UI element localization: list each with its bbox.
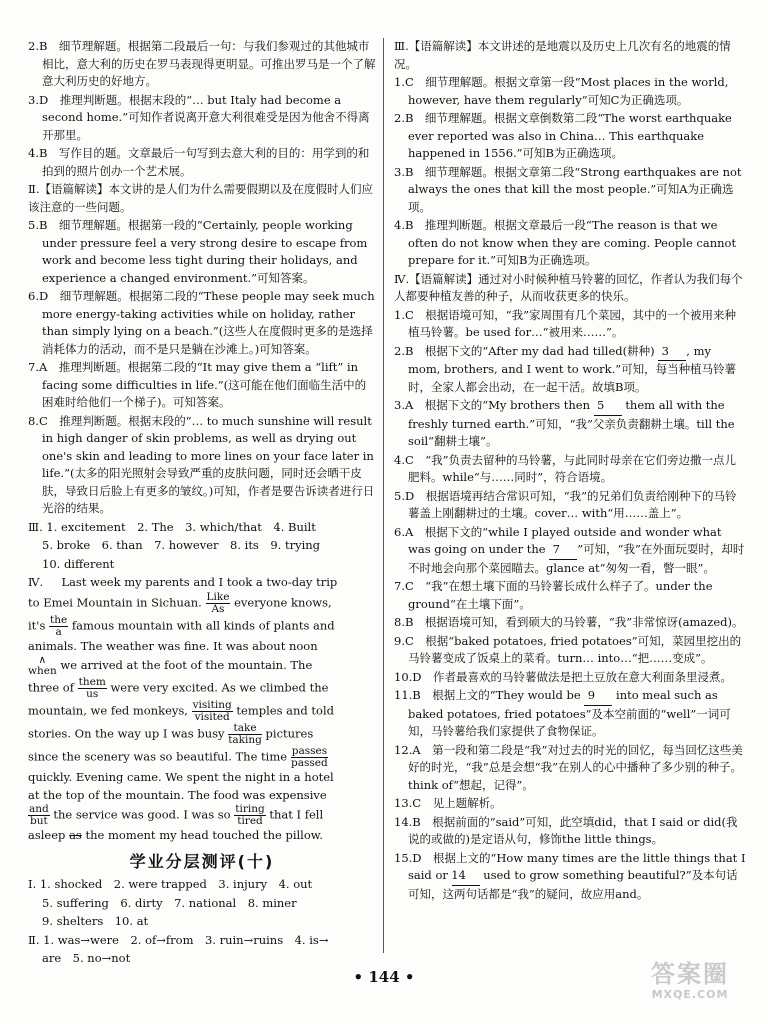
answer-7: 7.A 推理判断题。根据第二段的“It may give them a “lift” in facing some difficulties in life.”(这可能在他们面临生活中的困难时给他们一个梯子)。可知答案。 — [28, 360, 367, 409]
correction-mark: take taking — [228, 722, 262, 746]
essay-line: Last week my parents and I took a two-day trip — [61, 575, 338, 589]
essay-line: everyone knows, — [234, 595, 332, 609]
answer-4: 4.B 推理判断题。根据文章最后一段“The reason is that we often do not know when they are coming. People cannot prepare for it.”可知B为正确选项。 — [394, 218, 737, 267]
essay-line: quickly. Evening came. We spent the night in a hotel — [28, 770, 334, 784]
cloze-answer-9: 9.C 根据“baked potatoes, fried potatoes”可知，菜园里挖出的马铃薯变成了饭桌上的菜肴。turn… into…“把……变成”。 — [394, 633, 742, 665]
cloze-answer-3: 3.A 根据下文的“My brothers then 5 them all with the freshly turned earth.”可知，“我”父亲负责翻耕土壤。till the soil“翻耕土壤”。 — [394, 398, 735, 448]
cloze-answer-2: 2.B 根据下文的“After my dad had tilled(耕种) 3 , my mom, brothers, and I went to work.”可知，每当种植马铃薯时，全家人都会出动，在一起干活。故填B项。 — [394, 343, 737, 394]
cloze-answer-7: 7.C “我”在想土壤下面的马铃薯长成什么样子了。under the ground“在土壤下面”。 — [394, 579, 713, 611]
right-column — [394, 38, 746, 904]
passage-summary-3: Ⅲ.【语篇解读】本文讲述的是地震以及历史上几次有名的地震的情况。 — [394, 39, 731, 71]
cloze-answer-1: 1.C 根据语境可知，“我”家周围有几个菜园，其中的一个被用来种植马铃薯。be used for…“被用来……”。 — [394, 307, 737, 339]
essay-line: to Emei Mountain in Sichuan. — [28, 595, 202, 609]
section-title: 学业分层测评(十) — [129, 851, 275, 871]
essay-line: pictures — [265, 726, 314, 741]
blank-number: 3 — [658, 343, 686, 362]
cloze-answer-13: 13.C 见上题解析。 — [394, 796, 502, 810]
page-number: • 144 • — [353, 968, 415, 986]
essay-line: mountain, we fed monkeys, — [28, 703, 188, 718]
column-divider — [383, 38, 384, 953]
deleted-word: as — [69, 828, 82, 842]
essay-line: the moment my head touched the pillow. — [85, 828, 323, 842]
fill-answers-line-2: 5. broke 6. than 7. however 8. its 9. trying — [42, 538, 321, 552]
answer-3: 3.D 推理判断题。根据末段的“… but Italy had become a second home.”可知作者说离开意大利很难受是因为他舍不得离开那里。 — [28, 92, 370, 142]
essay-line: famous mountain with all kinds of plants and — [71, 618, 335, 632]
essay-line: at the top of the mountain. The food was expensive — [28, 787, 327, 802]
cloze-answer-14: 14.B 根据前面的“said”可知，此空填did，that I said or did(我说的或做的)是定语从句，修饰the little things。 — [394, 814, 738, 846]
essay-line: since the scenery was so beautiful. The time — [28, 749, 288, 764]
watermark-url: MXQE.COM — [651, 988, 729, 1001]
essay-line: stories. On the way up I was busy — [28, 726, 225, 741]
answer-3: 3.B 细节理解题。根据文章第二段“Strong earthquakes are not always the ones that kill the most people.”可知A为正确选项。 — [394, 164, 742, 214]
correction-answers-line-1: Ⅱ. 1. was→were 2. of→from 3. ruin→ruins 4. is→ — [28, 932, 329, 947]
answer-2: 2.B 细节理解题。根据第二段最后一句：与我们参观过的其他城市相比，意大利的历史在罗马表现得更明显。可推出罗马是一个了解意大利历史的好地方。 — [28, 39, 376, 88]
answer-5: 5.B 细节理解题。根据第一段的“Certainly, people working under pressure feel a very strong desire to escape from work and become less tight during their holidays, and experience a changed environment.”可知答案。 — [28, 218, 368, 285]
cloze-answer-12: 12.A 第一段和第二段是“我”对过去的时光的回忆，每当回忆这些美好的时光，“我”总是会想“我”在别人的心中播种了多少别的种子。think of“想起，记得”。 — [394, 742, 743, 792]
vocab-answers-line-3: 9. shelters 10. at — [42, 914, 149, 928]
correction-mark: and but — [29, 803, 49, 827]
blank-number: 14 — [452, 867, 480, 886]
essay-line: the service was good. I was so — [53, 807, 231, 822]
fill-answers-line-3: 10. different — [42, 556, 115, 571]
correction-mark: tiring tired — [235, 803, 265, 827]
watermark-logo-text: 答案圈 — [651, 960, 729, 988]
cloze-answer-4: 4.C “我”负责去留种的马铃薯，与此同时母亲在它们旁边撒一点儿肥料。while“与……同时”，符合语境。 — [394, 452, 737, 484]
answer-4: 4.B 写作目的题。文章最后一句写到去意大利的目的：用学到的和拍到的照片创办一个艺术展。 — [28, 146, 370, 178]
correction-answers-line-2: are 5. no→not — [42, 951, 131, 965]
essay-line: temples and told — [236, 703, 334, 718]
essay-line: it's — [28, 618, 46, 632]
correction-essay — [28, 574, 376, 845]
essay-line: we arrived at the foot of the mountain. The — [60, 658, 313, 672]
left-column — [28, 38, 376, 969]
essay-line: three of — [28, 680, 74, 695]
essay-label: Ⅳ. — [28, 575, 44, 589]
essay-line: that I fell — [269, 807, 324, 822]
passage-summary-2: Ⅱ.【语篇解读】本文讲的是人们为什么需要假期以及在度假时人们应该注意的一些问题。 — [28, 182, 373, 214]
cloze-answer-15: 15.D 根据上文的“How many times are the little things that I said or 14 used to grow something beautiful?”及本句话可知，这两句话都是“我”的疑问，故应用and。 — [394, 850, 746, 901]
cloze-answer-6: 6.A 根据下文的“while I played outside and wonder what was going on under the 7 ”可知，“我”在外面玩耍时，却时不时地会向那个菜园瞄去。glance at“匆匆一看，瞥一眼”。 — [394, 524, 745, 575]
correction-mark: them us — [78, 676, 106, 700]
passage-summary-4: Ⅳ.【语篇解读】通过对小时候种植马铃薯的回忆，作者认为我们每个人都要种植友善的种子，从而收获更多的快乐。 — [394, 271, 743, 303]
blank-number: 5 — [594, 397, 622, 416]
answer-8: 8.C 推理判断题。根据末段的“… to much sunshine will result in high danger of skin problems, as well as drying out one's skin and leading to more lines on your face later in life.”(太多的阳光照射会导致严重的皮肤问题，同时还会晒干皮肤，导致日后脸上有更多的皱纹。)可知，作者是要告诉读者进行日光浴的结果。 — [28, 413, 375, 515]
answer-1: 1.C 细节理解题。根据文章第一段“Most places in the world, however, have them regularly”可知C为正确选项。 — [394, 75, 729, 107]
essay-line: asleep — [28, 828, 66, 842]
correction-mark: visiting visited — [192, 699, 232, 723]
site-watermark — [630, 960, 750, 1012]
fill-answers-line-1: Ⅲ. 1. excitement 2. The 3. which/that 4. Built — [28, 519, 316, 534]
answer-6: 6.D 细节理解题。根据第二段的“These people may seek much more energy-taking activities while on holiday, rather than simply lying on a beach.”(这些人在度假时更多的是选择消耗体力的活动，而不是只是躺在沙滩上。)可知答案。 — [28, 289, 375, 356]
correction-mark: Like As — [206, 590, 230, 615]
essay-line: animals. The weather was fine. It was about noon — [28, 638, 318, 653]
insertion-mark: ∧ when — [28, 654, 57, 677]
cloze-answer-11: 11.B 根据上文的“They would be 9 into meal such as baked potatoes, fried potatoes”及本空前面的“well”一词可知，马铃薯给我们家提供了食物保证。 — [394, 688, 731, 738]
blank-number: 9 — [584, 687, 612, 706]
correction-mark: the a — [50, 613, 68, 638]
essay-line: were very excited. As we climbed the — [110, 680, 329, 695]
vocab-answers-line-2: 5. suffering 6. dirty 7. national 8. miner — [42, 895, 297, 910]
blank-number: 7 — [549, 541, 577, 560]
cloze-answer-8: 8.B 根据语境可知，看到硕大的马铃薯，“我”非常惊讶(amazed)。 — [394, 615, 744, 629]
correction-mark: passes passed — [291, 745, 328, 769]
vocab-answers-line-1: Ⅰ. 1. shocked 2. were trapped 3. injury 4. out — [28, 877, 313, 891]
cloze-answer-10: 10.D 作者最喜欢的马铃薯做法是把土豆放在意大利面条里浸煮。 — [394, 669, 733, 684]
answer-2: 2.B 细节理解题。根据文章倒数第二段“The worst earthquake ever reported was also in China… This earthquake happened in 1556.”可知B为正确选项。 — [394, 111, 732, 160]
cloze-answer-5: 5.D 根据语境再结合常识可知，“我”的兄弟们负责给刚种下的马铃薯盖上刚翻耕过的土壤。cover… with“用……盖上”。 — [394, 488, 737, 520]
